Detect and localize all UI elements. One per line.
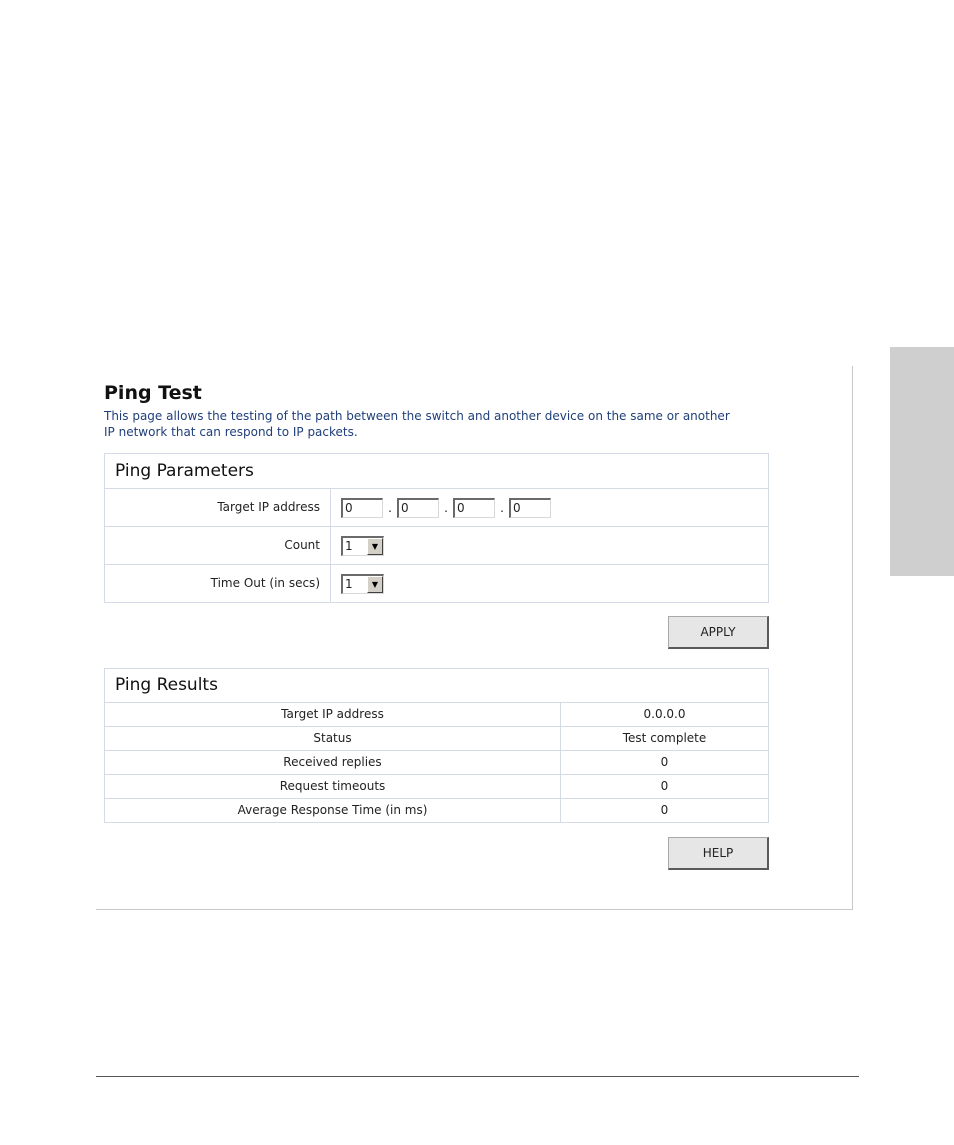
timeout-row xyxy=(105,565,768,602)
footer-rule xyxy=(96,1076,859,1077)
timeout-select[interactable] xyxy=(341,574,384,594)
apply-button[interactable]: APPLY xyxy=(668,616,769,649)
result-label: Status xyxy=(105,727,561,750)
table-row xyxy=(105,703,768,727)
table-row xyxy=(105,775,768,799)
frame-border-bottom xyxy=(96,909,853,910)
chevron-down-icon[interactable]: ▼ xyxy=(367,576,383,593)
page-title: Ping Test xyxy=(104,382,202,404)
result-value: 0 xyxy=(660,779,669,793)
ping-results-title: Ping Results xyxy=(105,669,768,703)
result-label: Target IP address xyxy=(105,703,561,726)
table-row xyxy=(105,751,768,775)
target-ip-label: Target IP address xyxy=(105,489,331,526)
result-label: Request timeouts xyxy=(105,775,561,798)
count-row xyxy=(105,527,768,565)
ip-octet-separator: . xyxy=(388,500,392,515)
result-value: 0 xyxy=(660,755,669,769)
table-row xyxy=(105,799,768,822)
count-select[interactable] xyxy=(341,536,384,556)
ip-octet-separator: . xyxy=(444,500,448,515)
count-label: Count xyxy=(105,527,331,564)
result-label: Average Response Time (in ms) xyxy=(105,799,561,822)
ip-octet-1-input[interactable]: 0 xyxy=(341,498,383,518)
target-ip-input-group xyxy=(331,489,551,526)
ping-test-page xyxy=(104,380,769,870)
result-value: 0 xyxy=(660,803,669,817)
ping-parameters-panel xyxy=(104,453,769,603)
ip-octet-separator: . xyxy=(500,500,504,515)
result-value: 0.0.0.0 xyxy=(643,707,686,721)
side-tab xyxy=(890,347,954,576)
help-button[interactable]: HELP xyxy=(668,837,769,870)
timeout-select-value: 1 xyxy=(345,576,353,591)
ip-octet-3-input[interactable]: 0 xyxy=(453,498,495,518)
ping-parameters-title: Ping Parameters xyxy=(105,454,768,489)
chevron-down-icon[interactable]: ▼ xyxy=(367,538,383,555)
count-select-value: 1 xyxy=(345,538,353,553)
ping-results-panel xyxy=(104,668,769,823)
result-label: Received replies xyxy=(105,751,561,774)
table-row xyxy=(105,727,768,751)
timeout-label: Time Out (in secs) xyxy=(105,565,331,602)
page-description: This page allows the testing of the path between the switch and another device on the same or another IP network that can respond to IP packets. xyxy=(104,409,730,439)
ip-octet-2-input[interactable]: 0 xyxy=(397,498,439,518)
result-value: Test complete xyxy=(622,731,707,745)
target-ip-row xyxy=(105,489,768,527)
ip-octet-4-input[interactable]: 0 xyxy=(509,498,551,518)
frame-border-right xyxy=(852,366,853,910)
